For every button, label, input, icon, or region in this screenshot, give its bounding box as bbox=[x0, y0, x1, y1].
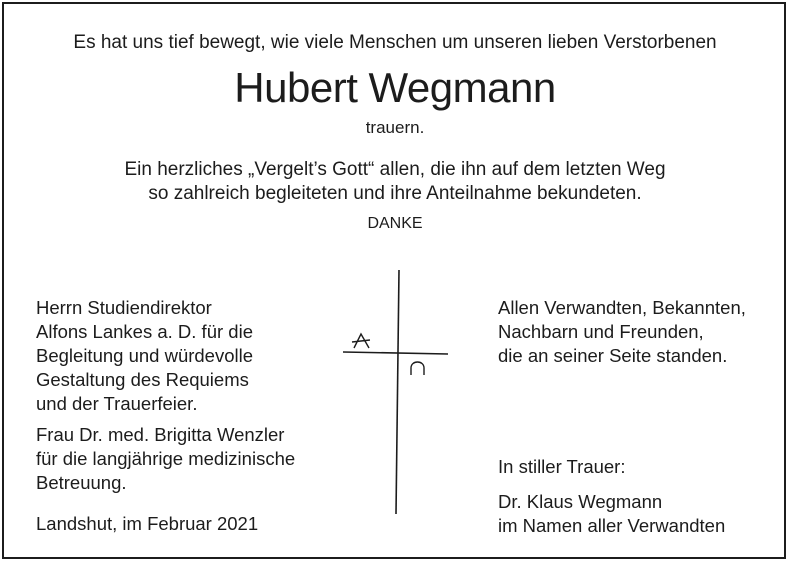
alpha-icon bbox=[352, 334, 370, 348]
signature-name: Dr. Klaus Wegmann bbox=[498, 491, 663, 512]
mourning-label: In stiller Trauer: bbox=[498, 456, 626, 477]
cross-horizontal-line bbox=[343, 352, 448, 354]
place-date: Landshut, im Februar 2021 bbox=[36, 513, 259, 534]
cross-vertical-line bbox=[396, 270, 399, 514]
thanks-line-1: Ein herzliches „Vergelt’s Gott“ allen, die ihn auf dem letzten Weg bbox=[124, 159, 666, 180]
signature-block bbox=[498, 490, 725, 538]
text-line: Betreuung. bbox=[36, 472, 127, 493]
thanks-text bbox=[0, 158, 790, 206]
text-line: die an seiner Seite standen. bbox=[498, 345, 728, 366]
thanks-block-priest bbox=[36, 296, 253, 416]
text-line: Begleitung und würdevolle bbox=[36, 345, 254, 366]
intro-text: Es hat uns tief bewegt, wie viele Menschen um unseren lieben Verstorbenen bbox=[73, 32, 717, 53]
signature-note: im Namen aller Verwandten bbox=[498, 515, 726, 536]
text-line: und der Trauerfeier. bbox=[36, 393, 198, 414]
cross-alpha-omega-icon bbox=[338, 268, 458, 518]
mourn-text: trauern. bbox=[365, 118, 425, 137]
text-line: Nachbarn und Freunden, bbox=[498, 321, 704, 342]
omega-icon bbox=[411, 362, 424, 375]
text-line: Allen Verwandten, Bekannten, bbox=[498, 297, 746, 318]
thanks-block-relatives bbox=[498, 296, 746, 368]
text-line: Gestaltung des Requiems bbox=[36, 369, 249, 390]
text-line: Herrn Studiendirektor bbox=[36, 297, 212, 318]
danke-text: DANKE bbox=[367, 215, 423, 232]
text-line: Frau Dr. med. Brigitta Wenzler bbox=[36, 424, 285, 445]
deceased-name: Hubert Wegmann bbox=[234, 64, 556, 111]
text-line: für die langjährige medizinische bbox=[36, 448, 296, 469]
text-line: Alfons Lankes a. D. für die bbox=[36, 321, 253, 342]
thanks-line-2: so zahlreich begleiteten und ihre Anteilnahme bekundeten. bbox=[148, 183, 642, 204]
thanks-block-doctor bbox=[36, 423, 295, 495]
